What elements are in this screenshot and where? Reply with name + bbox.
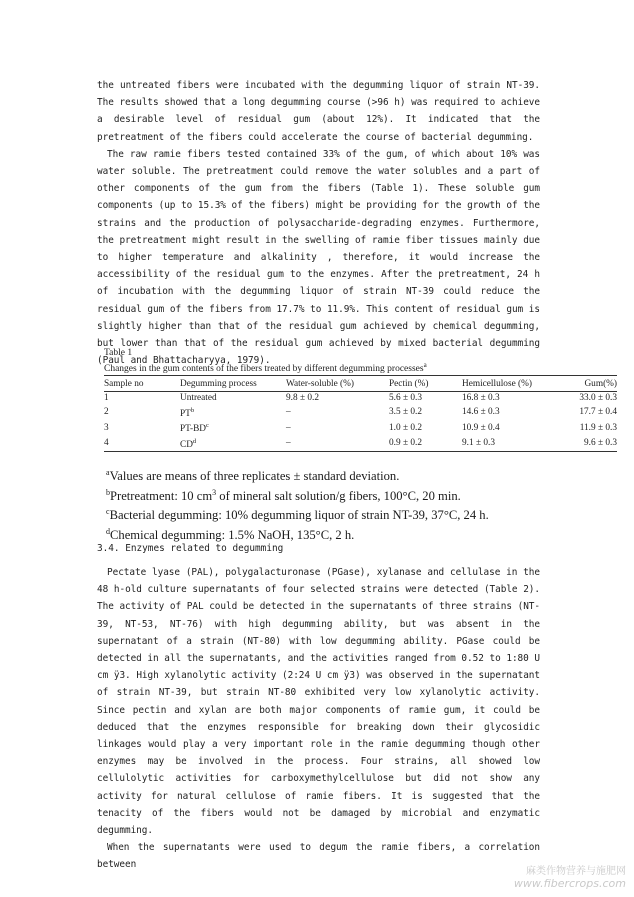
cell-pectin: 5.6 ± 0.3 [389,393,422,403]
footnote-mark: d [106,526,110,536]
footnote-mark: b [106,487,110,497]
cell-gum: 11.9 ± 0.3 [579,422,617,433]
cell-process [180,392,286,405]
paragraph: Pectate lyase (PAL), polygalacturonase (PGase), xylanase and cellulase in the 48 h-old culture supernatants of four selected strains were detected (Table 2). The activity of PAL could be detected in the supernatants of three strains (NT-39, NT-53, NT-76) with high degumming ability, but was absent in the supernatant of a strain (NT-80) with low degumming ability. PGase could be detected in all the supernatants, and the activities ranged from 0.52 to 1:80 U cm ÿ3. High xylanolytic activity (2:24 U cm ÿ3) was observed in the supernatant of strain NT-39, but strain NT-80 exhibited very low xylanolytic activity. Since pectin and xylan are both major components of ramie gum, it could be deduced that the enzymes responsible for breaking down their glycosidic linkages would play a very important role in the ramie degumming though other enzymes may be involved in the process. Four strains, all showed low cellulolytic activities for carboxymethylcellulose but did not show any activity for natural cellulose of ramie fibers. It is suggested that the tenacity of the fibers would not be damaged by microbial and enzymatic degumming. [97,567,540,837]
footnote-mark: c [106,507,110,517]
table-row [104,436,617,452]
footnote-text: Values are means of three replicates ± standard deviation. [109,469,400,484]
process-name: PT-BD [180,424,207,435]
table-row [104,392,617,405]
process-footnote-mark: c [206,422,209,430]
gum-content-table [104,375,617,452]
cell-water-soluble: – [286,422,291,433]
footnote [106,524,489,544]
watermark-url: www.fibercrops.com [513,877,626,890]
cell-hemicellulose: 10.9 ± 0.4 [462,422,500,433]
table-caption [104,361,427,374]
footnote-text: Pretreatment: 10 cm [110,488,213,503]
cell-gum: 33.0 ± 0.3 [579,393,617,403]
table-footnotes [106,465,489,543]
footnote-mark: a [106,468,110,477]
cell-water-soluble: – [286,407,291,418]
footnote [106,504,489,524]
cell-pectin: 3.5 ± 0.2 [389,407,422,418]
column-header: Pectin (%) [389,376,462,392]
cell-water-soluble: – [286,436,389,452]
cell-hemicellulose: 9.1 ± 0.3 [462,436,548,452]
table-header-row [104,376,617,392]
cell-sample-no: 2 [104,407,109,418]
cell-pectin: 1.0 ± 0.2 [389,422,422,433]
site-watermark [514,862,626,890]
body-text-top [97,77,540,369]
column-header: Water-soluble (%) [286,376,389,392]
cell-hemicellulose: 14.6 ± 0.3 [462,407,500,418]
cell-sample-no: 3 [104,422,109,433]
column-header: Gum(%) [548,376,617,392]
footnote-text: Bacterial degumming: 10% degumming liquor of strain NT-39, 37°C, 24 h. [109,508,489,523]
column-header: Hemicellulose (%) [462,376,548,392]
watermark-chinese-text: 麻类作物营养与施肥网 [526,866,626,877]
body-text-bottom [97,564,540,874]
cell-water-soluble: 9.8 ± 0.2 [286,393,319,403]
process-footnote-mark: b [190,406,195,414]
column-header: Degumming process [180,376,286,392]
process-name: CD [180,439,193,450]
paragraph: When the supernatants were used to degum the ramie fibers, a correlation between [97,842,540,871]
cell-gum: 9.6 ± 0.3 [548,436,617,452]
table-row [104,405,617,421]
process-name: PT [180,408,191,419]
table-caption-text: Changes in the gum contents of the fibers treated by different degumming processes [104,364,424,375]
cell-hemicellulose: 16.8 ± 0.3 [462,393,500,403]
column-header: Sample no [104,376,180,392]
footnote-text-continued: of mineral salt solution/g fibers, 100°C, 20 min. [216,488,461,503]
paragraph: the untreated fibers were incubated with the degumming liquor of strain NT-39. The results showed that a long degumming course (>96 h) was required to achieve a desirable level of residual gum (about 12%). It indicated that the pretreatment of the fibers could accelerate the course of bacterial degumming. [97,80,540,143]
cell-pectin: 0.9 ± 0.2 [389,436,462,452]
footnote-text: Chemical degumming: 1.5% NaOH, 135°C, 2 h. [110,527,355,542]
footnote [106,465,489,485]
table-label: Table 1 [104,348,133,358]
cell-sample-no: 4 [104,436,180,452]
cell-process [180,420,286,436]
process-footnote-mark: d [192,437,197,445]
cell-process [180,405,286,421]
cell-gum: 17.7 ± 0.4 [579,407,617,418]
table-row [104,420,617,436]
footnote [106,485,489,505]
cell-sample-no: 1 [104,393,109,403]
process-name: Untreated [180,393,217,403]
section-heading: 3.4. Enzymes related to degumming [97,543,284,554]
table-caption-mark: a [423,361,427,369]
cell-process [180,436,286,452]
paragraph: The raw ramie fibers tested contained 33% of the gum, of which about 10% was water soluble. The pretreatment could remove the water solubles and a part of other components of the gum from the fibers (Table 1). These soluble gum components (up to 15.3% of the fibers) might be providing for the growth of the strains and the production of polysaccharide-degrading enzymes. Furthermore, the pretreatment might result in the swelling of ramie fiber tissues mainly due to higher temperature and alkalinity , therefore, it would increase the accessibility of the residual gum to the enzymes. After the pretreatment, 24 h of incubation with the degumming liquor of strain NT-39 could reduce the residual gum of the fibers from 17.7% to 11.9%. This content of residual gum is slightly higher than that of the residual gum achieved by chemical degumming, but lower than that of the residual gum achieved by mixed bacterial degumming (Paul and Bhattacharyya, 1979). [97,148,540,367]
footnote-superscript: 3 [212,487,217,497]
